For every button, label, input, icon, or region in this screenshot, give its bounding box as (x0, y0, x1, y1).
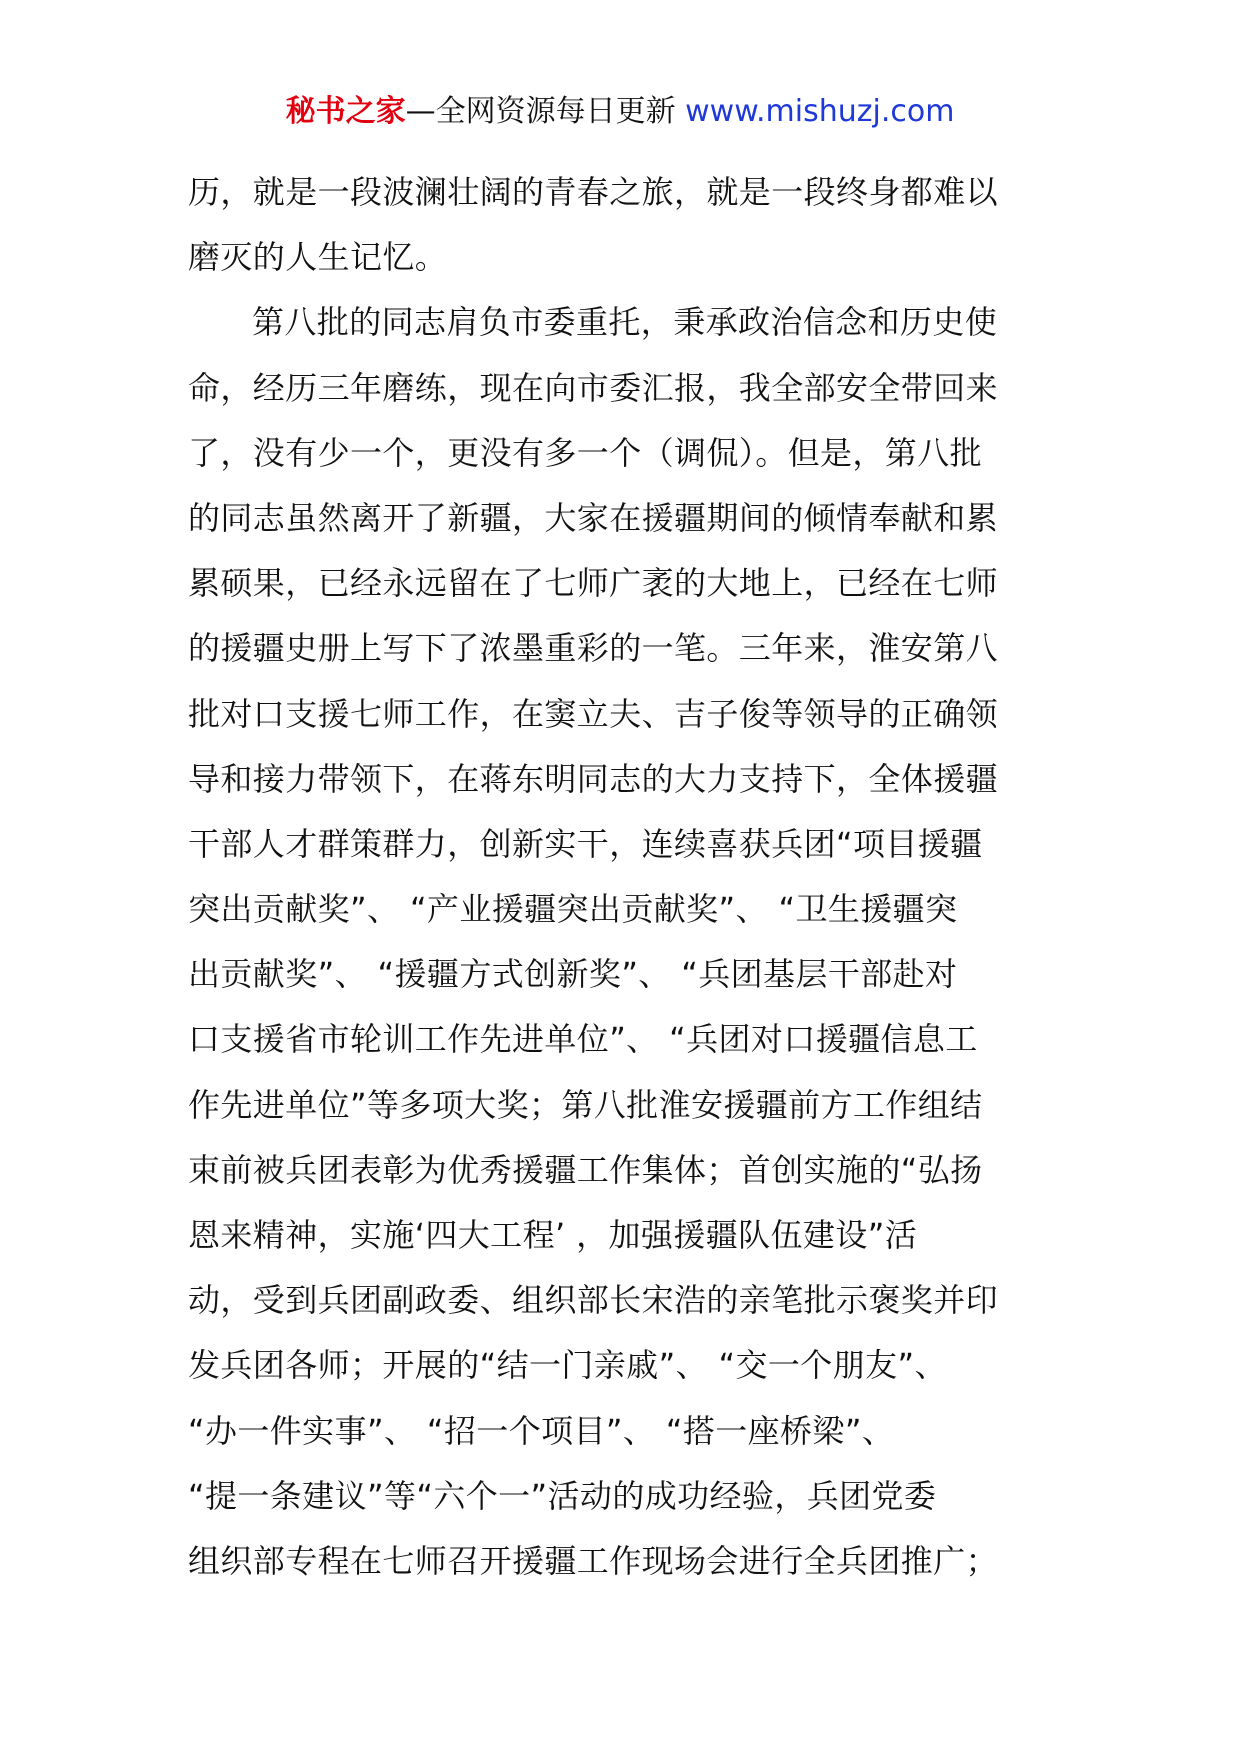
body-line: 批对口支援七师工作，在窦立夫、吉子俊等领导的正确领 (188, 694, 999, 733)
body-line: 动，受到兵团副政委、组织部长宋浩的亲笔批示褒奖并印 (188, 1281, 999, 1320)
body-line: 磨灭的人生记忆。 (188, 238, 448, 277)
site-brand: 秘书之家 (285, 94, 406, 129)
paragraph-start-line: 第八批的同志肩负市委重托，秉承政治信念和历史使 (252, 303, 998, 342)
site-slogan: —全网资源每日更新 (405, 94, 686, 129)
body-line: 累硕果，已经永远留在了七师广袤的大地上，已经在七师 (188, 564, 999, 603)
body-line: 了，没有少一个，更没有多一个（调侃）。但是，第八批 (188, 433, 983, 472)
body-line: 突出贡献奖”、 “产业援疆突出贡献奖”、 “卫生援疆突 (188, 890, 958, 929)
body-line: 命，经历三年磨练，现在向市委汇报，我全部安全带回来 (188, 368, 999, 407)
body-line: 干部人才群策群力，创新实干，连续喜获兵团“项目援疆 (188, 824, 983, 863)
document-body (188, 160, 1056, 1600)
body-line: 口支援省市轮训工作先进单位”、 “兵团对口援疆信息工 (188, 1020, 978, 1059)
body-line: 恩来精神，实施‘四大工程’ ，加强援疆队伍建设”活 (188, 1216, 918, 1254)
body-line: 历，就是一段波澜壮阔的青春之旅，就是一段终身都难以 (188, 173, 999, 211)
body-line: “办一件实事”、 “招一个项目”、 “搭一座桥梁”、 (188, 1411, 895, 1450)
body-line: “提一条建议”等“六个一”活动的成功经验，兵团党委 (188, 1476, 937, 1515)
body-line: 作先进单位”等多项大奖；第八批淮安援疆前方工作组结 (188, 1085, 983, 1124)
body-line: 束前被兵团表彰为优秀援疆工作集体；首创实施的“弘扬 (188, 1150, 983, 1189)
body-line: 的同志虽然离开了新疆，大家在援疆期间的倾情奉献和累 (188, 498, 999, 537)
site-header (0, 92, 1240, 132)
body-line: 组织部专程在七师召开援疆工作现场会进行全兵团推广； (188, 1541, 999, 1580)
site-url-link[interactable]: www.mishuzj.com (685, 94, 955, 129)
body-line: 出贡献奖”、 “援疆方式创新奖”、 “兵团基层干部赴对 (188, 955, 958, 994)
body-line: 导和接力带领下，在蒋东明同志的大力支持下，全体援疆 (188, 759, 999, 798)
body-line: 的援疆史册上写下了浓墨重彩的一笔。三年来，淮安第八 (188, 629, 999, 668)
body-line: 发兵团各师；开展的“结一门亲戚”、 “交一个朋友”、 (188, 1346, 947, 1385)
